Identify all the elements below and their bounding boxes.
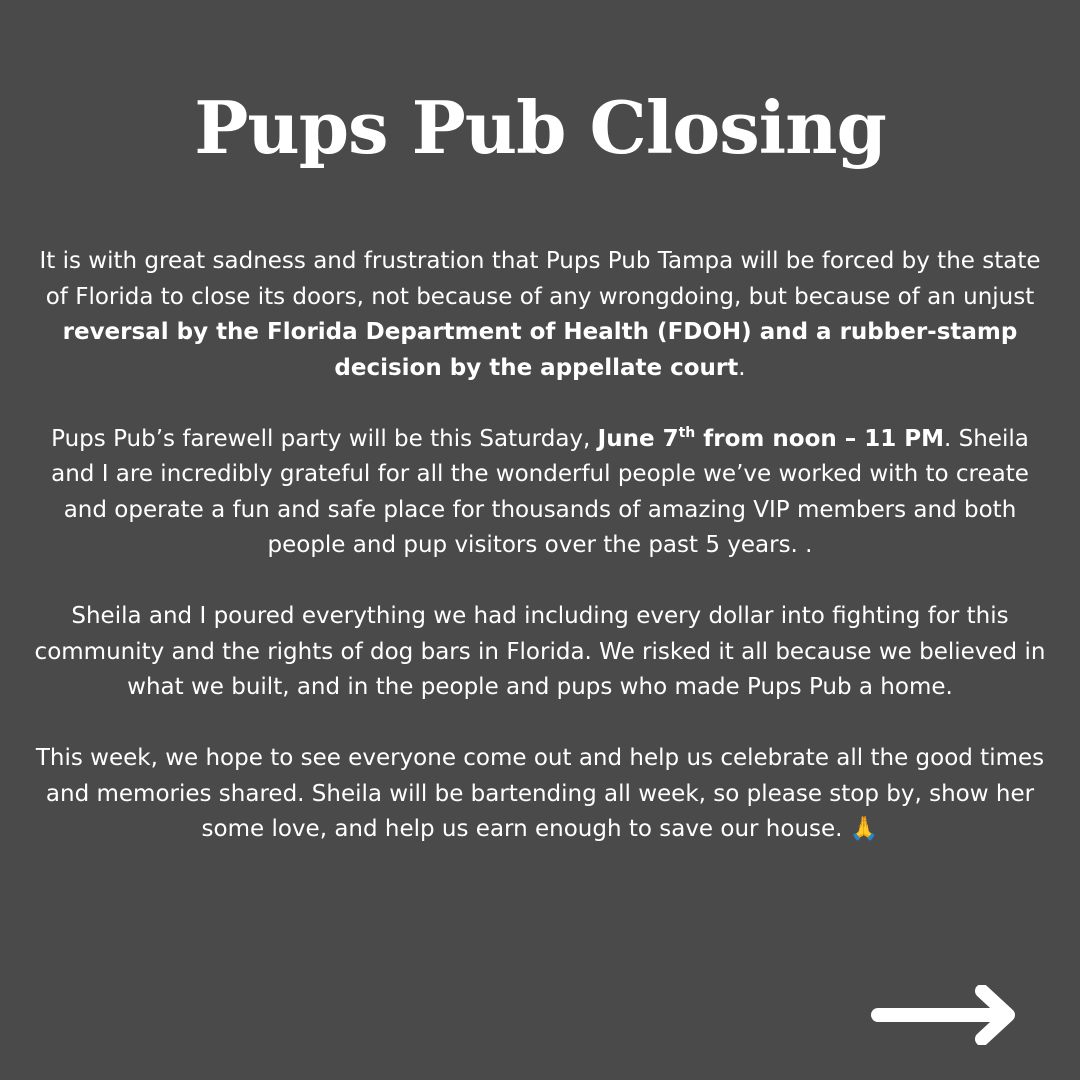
paragraph-community-fight: [30, 599, 1050, 706]
closing-reason-bold: reversal by the Florida Department of Health (FDOH) and a rubber-stamp decision by the appellate court: [62, 319, 1018, 381]
community-fight-text: Sheila and I poured everything we had including every dollar into fighting for this community and the rights of dog bars in Florida. We risked it all because we believed in what we built, and in the people and pups who made Pups Pub a home.: [34, 603, 1046, 700]
party-date-suffix: th: [678, 424, 696, 441]
closing-reason-period: .: [738, 354, 746, 381]
this-week-text: This week, we hope to see everyone come out and help us celebrate all the good times and memories shared. Sheila will be bartending all week, so please stop by, show her some love, and help us earn enough to save our house.: [35, 745, 1045, 842]
party-time: from noon – 11 PM: [695, 425, 945, 452]
praying-hands-icon: 🙏: [849, 816, 879, 842]
announcement-body: [30, 244, 1050, 883]
arrow-right-icon: [870, 985, 1020, 1045]
paragraph-farewell-party: [30, 422, 1050, 564]
next-slide-button[interactable]: [870, 985, 1020, 1045]
farewell-thanks-text: . Sheila and I are incredibly grateful for all the wonderful people we’ve worked with to create and operate a fun and safe place for thousands of amazing VIP members and both people and pup visitors over the past 5 years. .: [51, 425, 1029, 558]
paragraph-this-week: [30, 741, 1050, 848]
page-title: Pups Pub Closing: [194, 85, 886, 170]
paragraph-closing-reason: [30, 244, 1050, 386]
farewell-intro-text: Pups Pub’s farewell party will be this Saturday,: [51, 425, 598, 452]
closing-reason-text: It is with great sadness and frustration that Pups Pub Tampa will be forced by the state of Florida to close its doors, not because of any wrongdoing, but because of an unjust: [39, 248, 1041, 310]
party-date-day: June 7: [597, 425, 679, 452]
party-date: [598, 426, 944, 452]
